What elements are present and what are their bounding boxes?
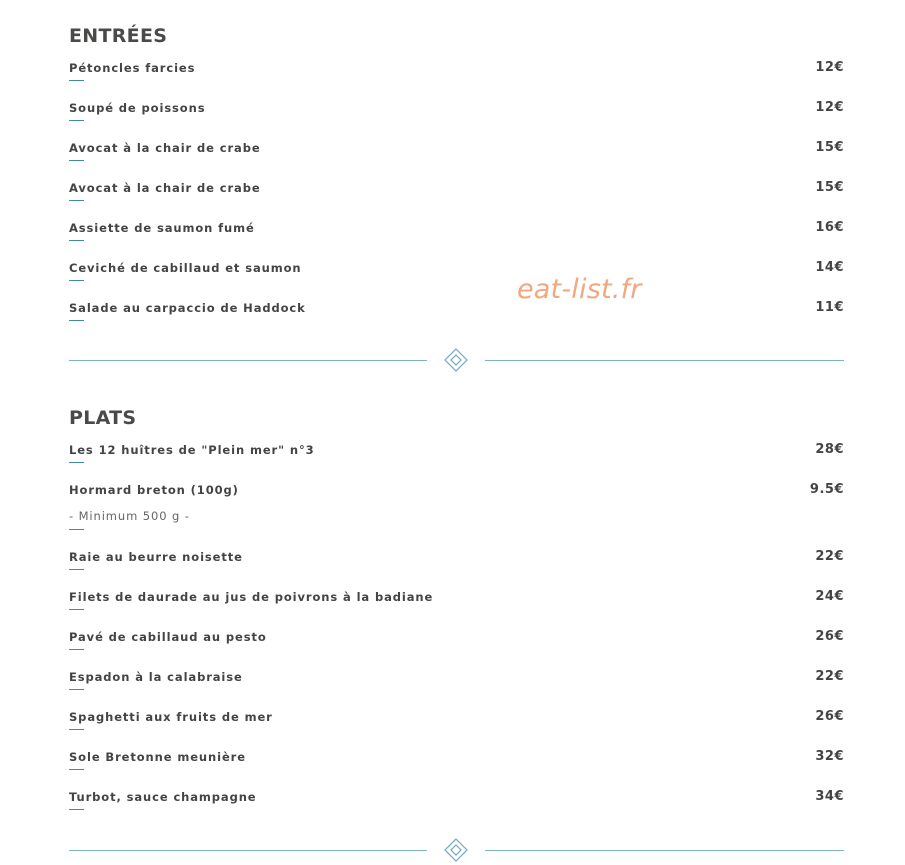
item-name: Les 12 huîtres de "Plein mer" n°3 bbox=[69, 443, 315, 457]
item-price: 9.5€ bbox=[809, 482, 844, 497]
item-price: 28€ bbox=[815, 442, 844, 457]
item-name: Salade au carpaccio de Haddock bbox=[69, 301, 306, 315]
section-title: PLATS bbox=[69, 407, 137, 429]
item-dash bbox=[69, 529, 84, 530]
section-plats bbox=[69, 405, 844, 830]
item-name: Spaghetti aux fruits de mer bbox=[69, 710, 273, 724]
item-dash bbox=[69, 729, 84, 730]
menu-item bbox=[69, 710, 844, 750]
item-name: Avocat à la chair de crabe bbox=[69, 181, 261, 195]
item-dash bbox=[69, 769, 84, 770]
divider-line bbox=[485, 850, 844, 851]
item-name: Espadon à la calabraise bbox=[69, 670, 243, 684]
item-price: 15€ bbox=[815, 180, 844, 195]
menu-item bbox=[69, 141, 844, 181]
section-divider bbox=[69, 838, 844, 864]
menu-item bbox=[69, 221, 844, 261]
item-dash bbox=[69, 280, 84, 281]
section-divider bbox=[69, 348, 844, 374]
item-name: Filets de daurade au jus de poivrons à la badiane bbox=[69, 590, 434, 604]
item-dash bbox=[69, 320, 84, 321]
section-entrees bbox=[69, 23, 844, 341]
item-dash bbox=[69, 160, 84, 161]
item-price: 14€ bbox=[815, 260, 844, 275]
item-dash bbox=[69, 462, 84, 463]
item-name: Raie au beurre noisette bbox=[69, 550, 243, 564]
item-name: Avocat à la chair de crabe bbox=[69, 141, 261, 155]
item-price: 32€ bbox=[815, 749, 844, 764]
item-price: 22€ bbox=[815, 669, 844, 684]
item-dash bbox=[69, 200, 84, 201]
item-dash bbox=[69, 569, 84, 570]
divider-line bbox=[69, 360, 427, 361]
item-list bbox=[69, 443, 844, 830]
divider-line bbox=[69, 850, 427, 851]
item-dash bbox=[69, 80, 84, 81]
section-title: ENTRÉES bbox=[69, 25, 168, 47]
item-name: Hormard breton (100g) bbox=[69, 483, 239, 497]
item-price: 24€ bbox=[815, 589, 844, 604]
item-dash bbox=[69, 240, 84, 241]
menu-item bbox=[69, 630, 844, 670]
item-price: 15€ bbox=[815, 140, 844, 155]
item-price: 26€ bbox=[815, 629, 844, 644]
item-price: 16€ bbox=[815, 220, 844, 235]
item-name: Assiette de saumon fumé bbox=[69, 221, 255, 235]
item-name: Sole Bretonne meunière bbox=[69, 750, 246, 764]
menu-item bbox=[69, 181, 844, 221]
item-dash bbox=[69, 649, 84, 650]
item-name: Pavé de cabillaud au pesto bbox=[69, 630, 267, 644]
menu-item bbox=[69, 261, 844, 301]
divider-line bbox=[485, 360, 844, 361]
item-price: 22€ bbox=[815, 549, 844, 564]
menu-item bbox=[69, 750, 844, 790]
watermark: eat-list.fr bbox=[517, 274, 642, 305]
menu-item bbox=[69, 670, 844, 710]
menu-item bbox=[69, 590, 844, 630]
menu-item bbox=[69, 101, 844, 141]
item-price: 34€ bbox=[815, 789, 844, 804]
item-name: Soupé de poissons bbox=[69, 101, 206, 115]
menu-item bbox=[69, 483, 844, 550]
item-price: 26€ bbox=[815, 709, 844, 724]
diamond-icon bbox=[444, 348, 468, 372]
menu-item bbox=[69, 61, 844, 101]
item-note: - Minimum 500 g - bbox=[69, 509, 190, 523]
menu-item bbox=[69, 443, 844, 483]
item-price: 12€ bbox=[815, 100, 844, 115]
item-price: 11€ bbox=[815, 300, 844, 315]
item-name: Turbot, sauce champagne bbox=[69, 790, 257, 804]
item-name: Pétoncles farcies bbox=[69, 61, 196, 75]
item-price: 12€ bbox=[815, 60, 844, 75]
item-list bbox=[69, 61, 844, 341]
item-dash bbox=[69, 120, 84, 121]
item-dash bbox=[69, 809, 84, 810]
item-dash bbox=[69, 609, 84, 610]
item-name: Ceviché de cabillaud et saumon bbox=[69, 261, 302, 275]
menu-item bbox=[69, 301, 844, 341]
item-dash bbox=[69, 689, 84, 690]
menu-item bbox=[69, 550, 844, 590]
menu-item bbox=[69, 790, 844, 830]
diamond-icon bbox=[444, 838, 468, 862]
